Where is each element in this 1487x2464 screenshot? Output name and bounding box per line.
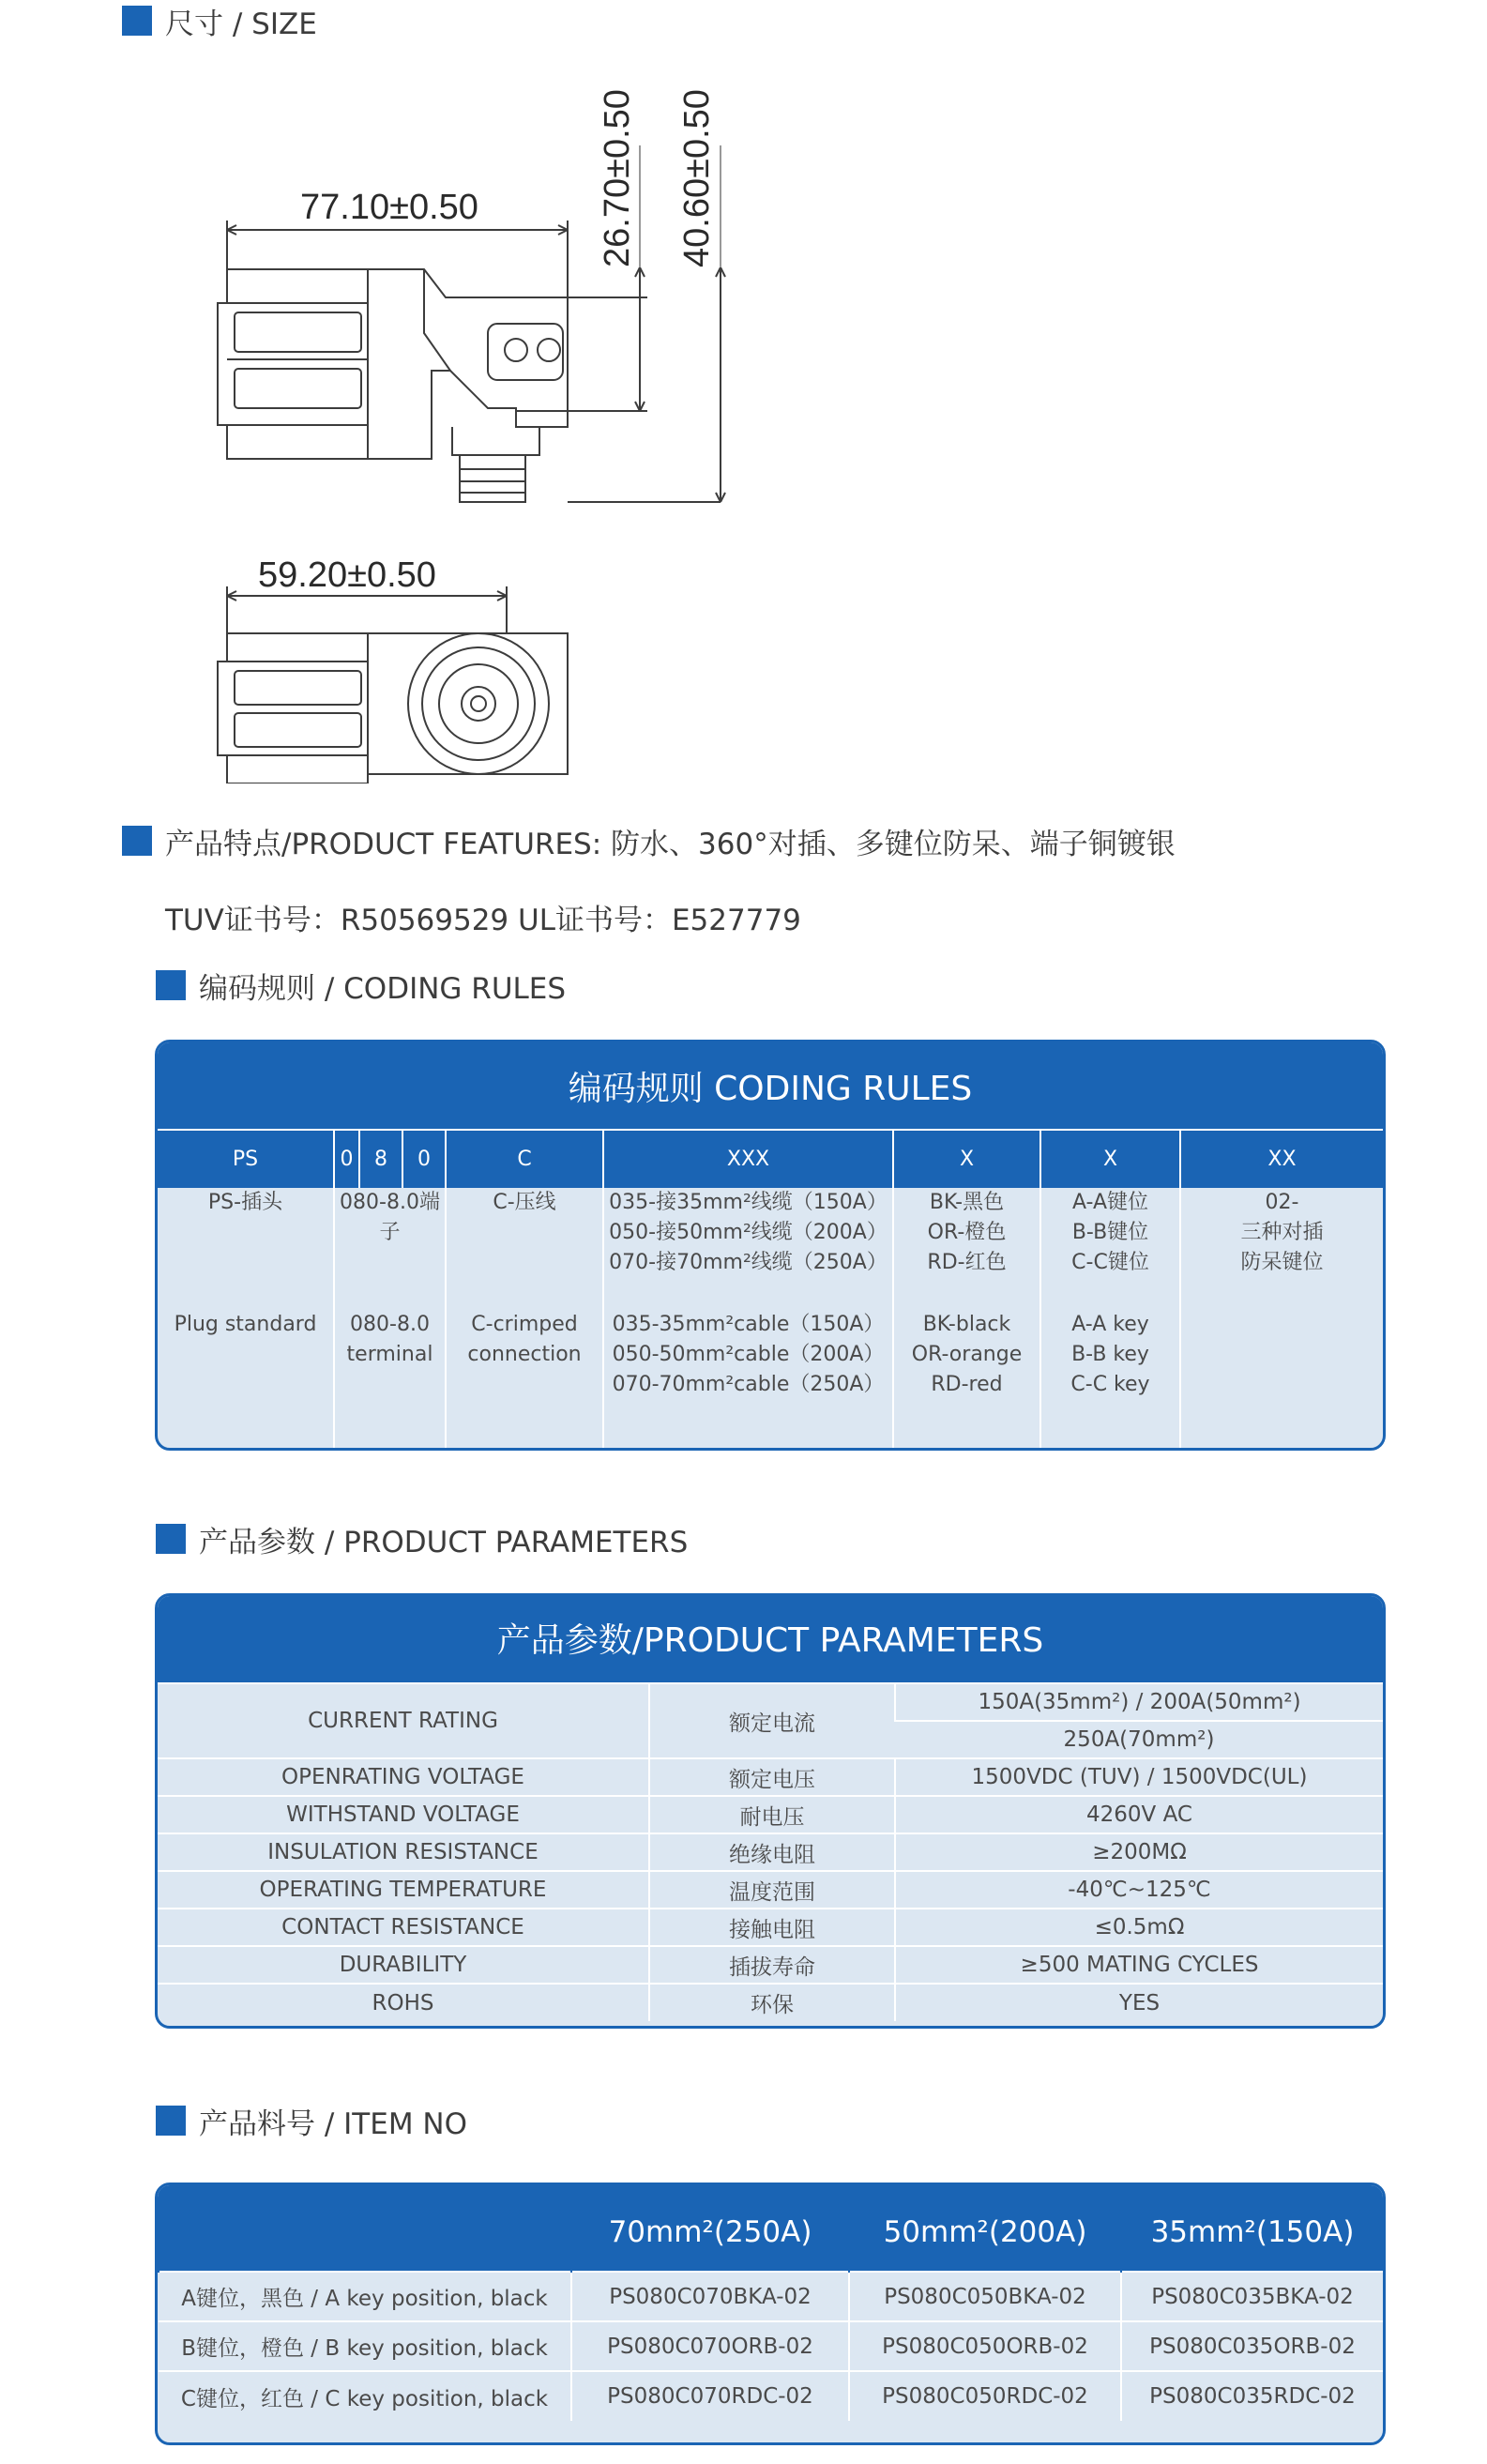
coding-text: B-B key [1071,1343,1149,1366]
param-en: DURABILITY [158,1946,649,1984]
params-table [155,1593,1386,2029]
coding-cell [334,1310,446,1451]
coding-text: 070-70mm²cable（250A） [612,1373,885,1396]
coding-grid [158,1129,1383,1451]
coding-text: 035-35mm²cable（150A） [612,1313,885,1336]
params-table-title: 产品参数/PRODUCT PARAMETERS [158,1596,1383,1682]
param-cn: 耐电压 [649,1796,895,1833]
coding-text: RD-红色 [927,1251,1007,1274]
heading-marker [122,6,152,36]
coding-text: 070-接70mm²线缆（250A） [609,1251,888,1274]
coding-cell [1040,1310,1180,1451]
coding-cell [158,1310,334,1451]
coding-text: PS-插头 [207,1191,283,1214]
dim-height-large-label: 40.60±0.50 [677,89,717,267]
param-row [158,1909,1383,1946]
coding-header-cell: XX [1180,1130,1383,1188]
coding-text: OR-orange [911,1343,1023,1366]
items-header-cell [159,2185,571,2272]
coding-section-title: 编码规则 / CODING RULES [199,971,567,1006]
param-en: OPERATING TEMPERATURE [158,1871,649,1909]
item-row [159,2371,1383,2421]
item-code: PS080C035RDC-02 [1121,2371,1383,2421]
item-row [159,2321,1383,2371]
coding-text: B-B键位 [1071,1221,1149,1244]
coding-header-row [158,1130,1383,1188]
items-grid [158,2185,1383,2421]
coding-text: terminal [346,1343,433,1366]
items-section-heading [156,2102,467,2139]
items-header-cell: 70mm²(250A) [571,2185,849,2272]
coding-text: 080-8.0 [350,1313,430,1336]
param-en: WITHSTAND VOLTAGE [158,1796,649,1833]
param-cn: 接触电阻 [649,1909,895,1946]
items-header-row [159,2185,1383,2272]
coding-cell [893,1188,1040,1310]
param-row [158,1758,1383,1796]
item-key-label: A键位，黑色 / A key position, black [159,2272,571,2321]
item-code: PS080C070BKA-02 [571,2272,849,2321]
coding-text: 02- [1265,1191,1299,1214]
param-value: 250A(70mm²) [895,1721,1383,1758]
param-value: 1500VDC (TUV) / 1500VDC(UL) [895,1758,1383,1796]
heading-marker [156,1524,186,1554]
param-row [158,1984,1383,2021]
param-value: YES [895,1984,1383,2021]
param-cn: 插拔寿命 [649,1946,895,1984]
coding-rules-table [155,1040,1386,1451]
param-en: OPENRATING VOLTAGE [158,1758,649,1796]
params-grid [158,1682,1383,2021]
item-row [159,2272,1383,2321]
size-section-title: 尺寸 / SIZE [165,7,317,41]
items-table [155,2183,1386,2445]
item-key-label: B键位，橙色 / B key position, black [159,2321,571,2371]
coding-text: 035-接35mm²线缆（150A） [609,1191,888,1214]
item-code: PS080C035ORB-02 [1121,2321,1383,2371]
coding-header-cell: X [893,1130,1040,1188]
param-value: ≥500 MATING CYCLES [895,1946,1383,1984]
coding-table-title: 编码规则 CODING RULES [158,1042,1383,1129]
coding-text: BK-黑色 [929,1191,1005,1214]
item-code: PS080C070RDC-02 [571,2371,849,2421]
param-cn: 额定电流 [649,1683,895,1758]
param-cn: 额定电压 [649,1758,895,1796]
coding-section-heading [156,966,566,1004]
dimension-drawing [206,52,760,783]
coding-cell [1180,1188,1383,1451]
coding-text: OR-橙色 [927,1221,1007,1244]
heading-marker [156,2106,186,2136]
coding-header-cell: 0 [334,1130,359,1188]
coding-text: C-C key [1070,1373,1150,1396]
param-value: ≥200MΩ [895,1833,1383,1871]
item-code: PS080C050BKA-02 [849,2272,1121,2321]
params-section-heading [156,1520,688,1558]
coding-header-cell: XXX [603,1130,893,1188]
param-cn: 环保 [649,1984,895,2021]
item-code: PS080C050ORB-02 [849,2321,1121,2371]
param-en: INSULATION RESISTANCE [158,1833,649,1871]
coding-cell [893,1310,1040,1451]
heading-marker [156,970,186,1000]
param-row [158,1833,1383,1871]
heading-marker [122,826,152,856]
coding-text: A-A键位 [1071,1191,1149,1214]
features-heading [122,822,1176,859]
coding-header-cell: C [446,1130,603,1188]
dim-length-label: 77.10±0.50 [300,188,478,227]
coding-text: RD-red [931,1373,1003,1396]
item-code: PS080C035BKA-02 [1121,2272,1383,2321]
coding-text: 080-8.0端子 [340,1191,440,1244]
param-cn: 绝缘电阻 [649,1833,895,1871]
coding-cell [603,1310,893,1451]
features-text: 产品特点/PRODUCT FEATURES: 防水、360°对插、多键位防呆、端子铜镀银 [165,827,1176,861]
coding-cell [446,1310,603,1451]
dim-length-bottom-label: 59.20±0.50 [258,555,436,595]
items-header-cell: 35mm²(150A) [1121,2185,1383,2272]
coding-header-cell: X [1040,1130,1180,1188]
items-section-title: 产品料号 / ITEM NO [199,2107,468,2141]
coding-cell [334,1188,446,1310]
param-row [158,1946,1383,1984]
param-row [158,1871,1383,1909]
coding-text: 050-50mm²cable（200A） [612,1343,885,1366]
items-header-cell: 50mm²(200A) [849,2185,1121,2272]
item-key-label: C键位，红色 / C key position, black [159,2371,571,2421]
coding-text: C-C键位 [1071,1251,1149,1274]
param-value: ≤0.5mΩ [895,1909,1383,1946]
param-en: CURRENT RATING [158,1683,649,1758]
coding-text: Plug standard [174,1313,317,1336]
param-en: CONTACT RESISTANCE [158,1909,649,1946]
params-section-title: 产品参数 / PRODUCT PARAMETERS [199,1525,689,1559]
coding-text: A-A key [1071,1313,1149,1336]
param-cn: 温度范围 [649,1871,895,1909]
coding-cell [603,1188,893,1310]
coding-text: 050-接50mm²线缆（200A） [609,1221,888,1244]
param-value: 150A(35mm²) / 200A(50mm²) [895,1683,1383,1721]
coding-text: C-压线 [493,1191,556,1214]
certificate-text: TUV证书号：R50569529 UL证书号：E527779 [165,904,801,937]
coding-text: connection [467,1343,582,1366]
coding-cell [158,1188,334,1310]
coding-text: C-crimped [471,1313,578,1336]
coding-header-cell: 8 [359,1130,402,1188]
coding-header-cell: 0 [402,1130,446,1188]
coding-header-cell: PS [158,1130,334,1188]
param-value: 4260V AC [895,1796,1383,1833]
coding-text: BK-black [922,1313,1011,1336]
size-section-heading [122,2,317,39]
coding-text: 防呆键位 [1240,1251,1324,1274]
coding-cell [1040,1188,1180,1310]
coding-cn-row [158,1188,1383,1310]
item-code: PS080C050RDC-02 [849,2371,1121,2421]
param-row [158,1796,1383,1833]
param-en: ROHS [158,1984,649,2021]
param-value: -40℃~125℃ [895,1871,1383,1909]
coding-cell [446,1188,603,1310]
dim-height-small-label: 26.70±0.50 [598,89,637,267]
param-row [158,1683,1383,1721]
item-code: PS080C070ORB-02 [571,2321,849,2371]
coding-text: 三种对插 [1240,1221,1324,1244]
